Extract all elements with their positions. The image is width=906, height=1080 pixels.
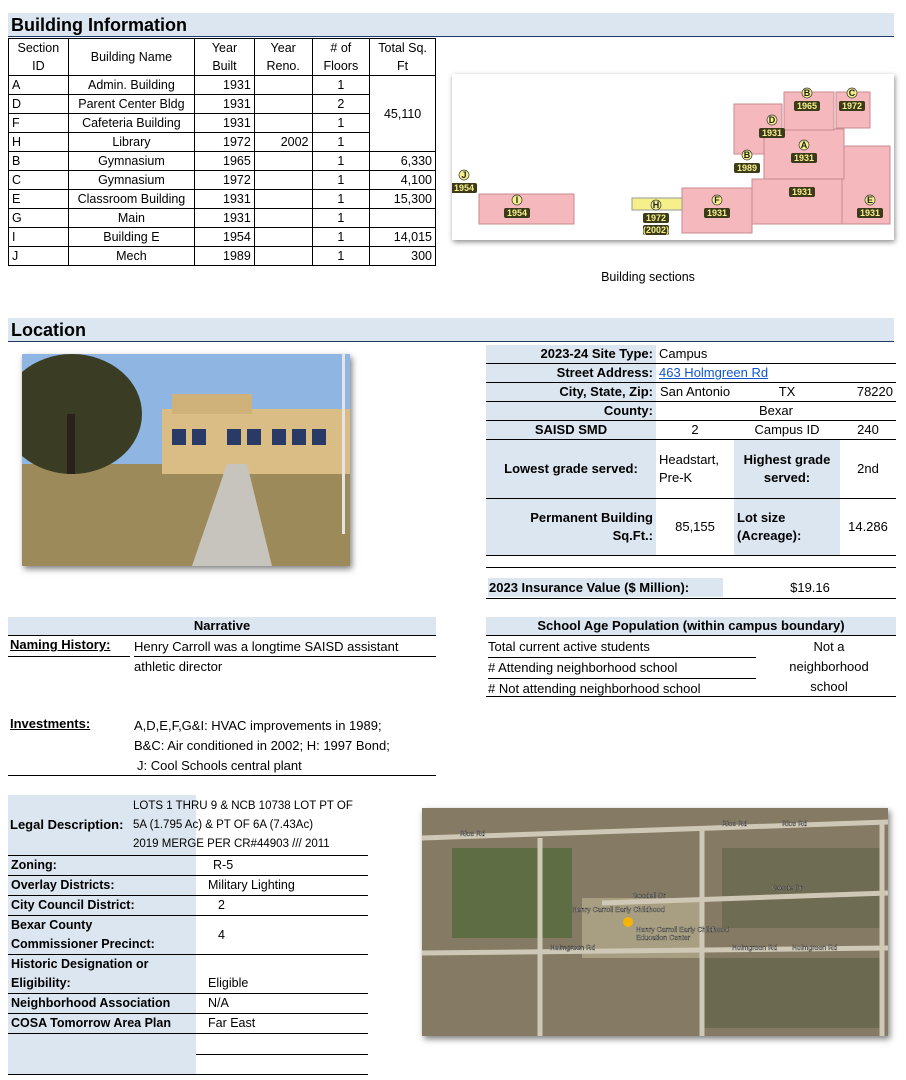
school-photo	[22, 354, 350, 566]
legal-line-1: LOTS 1 THRU 9 & NCB 10738 LOT PT OF	[133, 800, 353, 812]
school-age-rows	[488, 637, 758, 699]
building-sections-diagram	[452, 74, 894, 240]
cell-year-reno	[254, 171, 312, 190]
row-site-type	[486, 345, 896, 364]
cell-year-built: 1931	[195, 114, 255, 133]
naming-line-2: athletic director	[134, 659, 223, 674]
cell-year-built: 1931	[195, 209, 255, 228]
section-main-shape	[752, 179, 842, 224]
cell-building-name: Main	[68, 209, 194, 228]
row-zoning	[8, 856, 368, 876]
road-label-holmgreen-2: Holmgreen Rd	[732, 945, 778, 952]
naming-label-underline	[8, 656, 130, 657]
cell-year-built: 1972	[195, 171, 255, 190]
building-info-header: Building Information	[8, 13, 894, 37]
zip-value: 78220	[840, 383, 896, 402]
city-label: City, State, Zip:	[486, 383, 656, 402]
school-location-pin-icon	[623, 917, 633, 927]
campus-id-label: Campus ID	[734, 421, 840, 440]
row-city	[486, 383, 896, 402]
cell-floors: 1	[312, 247, 370, 266]
sections-caption: Building sections	[601, 270, 695, 284]
cell-building-name: Admin. Building	[68, 76, 194, 95]
overlay-label: Overlay Districts:	[8, 876, 196, 896]
school-age-value-2: neighborhood	[789, 659, 869, 674]
smd-value: 2	[656, 421, 734, 440]
cell-total-sqft: 15,300	[370, 190, 436, 209]
table-row	[9, 209, 436, 228]
row-empty-1	[8, 1034, 368, 1055]
neighborhood-value: N/A	[196, 994, 368, 1014]
cell-floors: 1	[312, 114, 370, 133]
cell-section-id: B	[9, 152, 69, 171]
cell-year-built: 1931	[195, 76, 255, 95]
col-building-name: Building Name	[68, 39, 194, 76]
aerial-map	[422, 808, 888, 1036]
road-label-holmgreen-1: Holmgreen Rd	[550, 945, 596, 952]
naming-line-1: Henry Carroll was a longtime SAISD assistant	[134, 639, 399, 654]
cell-total-sqft: 6,330	[370, 152, 436, 171]
school-age-total: Total current active students	[488, 637, 756, 658]
section-year-label: 1931	[791, 187, 813, 197]
row-historic	[8, 955, 368, 994]
col-floors: # of Floors	[312, 39, 370, 76]
row-smd	[486, 421, 896, 440]
lowest-grade-label: Lowest grade served:	[486, 440, 656, 499]
legal-line-3: 2019 MERGE PER CR#44903 /// 2011	[133, 838, 330, 850]
road-label-holmgreen-3: Holmgreen Rd	[792, 945, 838, 952]
school-age-header: School Age Population (within campus boundary)	[486, 617, 896, 636]
road-label-goodell: Goodell Dr	[632, 893, 666, 900]
section-year-label: 1931	[793, 153, 815, 163]
cell-building-name: Gymnasium	[68, 152, 194, 171]
neighborhood-label: Neighborhood Association	[8, 994, 196, 1014]
cell-year-reno	[254, 95, 312, 114]
section-marker-letter: B	[803, 88, 811, 98]
table-row	[9, 152, 436, 171]
location-header: Location	[8, 318, 894, 342]
col-year-built: Year Built	[195, 39, 255, 76]
cell-section-id: J	[9, 247, 69, 266]
row-street	[486, 364, 896, 383]
historic-value: Eligible	[196, 955, 368, 994]
state-value: TX	[734, 383, 840, 402]
school-age-attending: # Attending neighborhood school	[488, 658, 756, 679]
school-age-value-3: school	[810, 679, 848, 694]
legal-description-text	[133, 797, 353, 854]
zoning-label: Zoning:	[8, 856, 196, 876]
col-section-id: Section ID	[9, 39, 69, 76]
row-bexar	[8, 916, 368, 955]
table-row	[9, 171, 436, 190]
row-cosa	[8, 1014, 368, 1034]
row-perm	[486, 499, 896, 556]
cell-year-reno	[254, 76, 312, 95]
naming-history-text	[134, 637, 398, 677]
investments-line-3: J: Cool Schools central plant	[137, 758, 302, 773]
col-total-sqft: Total Sq. Ft	[370, 39, 436, 76]
row-overlay	[8, 876, 368, 896]
cell-total-sqft: 300	[370, 247, 436, 266]
row-council	[8, 896, 368, 916]
investments-text	[134, 716, 390, 776]
cell-year-reno	[254, 190, 312, 209]
bexar-label-1: Bexar County	[11, 918, 93, 932]
legal-line-2: 5A (1.795 Ac) & PT OF 6A (7.43Ac)	[133, 819, 314, 831]
cell-building-name: Building E	[68, 228, 194, 247]
sections-svg	[452, 74, 894, 240]
section-year-label: 1931	[706, 208, 728, 218]
col-year-reno: Year Reno.	[254, 39, 312, 76]
section-marker-letter: I	[515, 195, 519, 205]
council-label: City Council District:	[8, 896, 196, 916]
historic-label-1: Historic Designation or	[11, 957, 149, 971]
section-marker-letter: B	[743, 150, 751, 160]
cell-year-reno	[254, 114, 312, 133]
school-label-2: Henry Carroll Early Childhood	[636, 927, 729, 934]
county-label: County:	[486, 402, 656, 421]
historic-label	[8, 955, 196, 994]
table-row	[9, 247, 436, 266]
cell-year-built: 1954	[195, 228, 255, 247]
table-row	[9, 190, 436, 209]
insurance-row	[486, 567, 896, 599]
section-marker-letter: A	[800, 140, 808, 150]
investments-label: Investments:	[10, 716, 91, 731]
section-year-label: 1954	[453, 183, 475, 193]
section-marker-letter: H	[652, 200, 660, 210]
cell-total-sqft	[370, 209, 436, 228]
bexar-label-2: Commissioner Precinct:	[11, 937, 155, 951]
cell-floors: 1	[312, 133, 370, 152]
zoning-value: R-5	[196, 856, 368, 876]
cell-floors: 1	[312, 171, 370, 190]
cell-building-name: Cafeteria Building	[68, 114, 194, 133]
section-marker-letter: C	[848, 88, 856, 98]
cell-section-id: E	[9, 190, 69, 209]
building-table	[8, 38, 436, 266]
cell-section-id: A	[9, 76, 69, 95]
school-age-value	[762, 637, 896, 697]
cell-section-id: D	[9, 95, 69, 114]
location-table	[486, 345, 896, 556]
campus-id-value: 240	[840, 421, 896, 440]
cell-section-id: C	[9, 171, 69, 190]
cell-floors: 1	[312, 152, 370, 171]
section-year-label: 1972	[841, 101, 863, 111]
road-label-rice-3: Rice Rd	[782, 821, 807, 828]
cell-section-id: H	[9, 133, 69, 152]
street-address-link[interactable]: 463 Holmgreen Rd	[659, 365, 769, 380]
section-year-label: 1972	[645, 213, 667, 223]
table-row	[9, 228, 436, 247]
school-age-value-1: Not a	[813, 639, 845, 654]
aerial-map-svg	[422, 808, 888, 1036]
cell-section-id: I	[9, 228, 69, 247]
street-label: Street Address:	[486, 364, 656, 383]
lot-size-value: 14.286	[840, 499, 896, 556]
naming-history-label: Naming History:	[10, 637, 111, 652]
cell-floors: 1	[312, 209, 370, 228]
cell-section-id: G	[9, 209, 69, 228]
cell-year-reno	[254, 228, 312, 247]
section-year-label: 1989	[736, 163, 758, 173]
legal-description-label: Legal Description:	[10, 817, 124, 832]
legal-table	[8, 856, 368, 1075]
historic-label-2: Eligibility:	[11, 976, 71, 990]
cell-year-reno: 2002	[254, 133, 312, 152]
section-year-label: 1931	[859, 208, 881, 218]
bexar-label	[8, 916, 196, 955]
city-value: San Antonio	[656, 383, 734, 402]
investments-line-1: A,D,E,F,G&I: HVAC improvements in 1989;	[134, 718, 382, 733]
cell-building-name: Parent Center Bldg	[68, 95, 194, 114]
cell-year-reno	[254, 247, 312, 266]
cell-building-name: Classroom Building	[68, 190, 194, 209]
table-header-row	[9, 39, 436, 76]
cell-year-reno	[254, 209, 312, 228]
cell-year-built: 1931	[195, 190, 255, 209]
cell-year-built: 1989	[195, 247, 255, 266]
cell-building-name: Gymnasium	[68, 171, 194, 190]
cell-year-built: 1972	[195, 133, 255, 152]
investments-line-2: B&C: Air conditioned in 2002; H: 1997 Bond;	[134, 738, 390, 753]
cell-floors: 1	[312, 76, 370, 95]
highest-grade-value: 2nd	[840, 440, 896, 499]
section-marker-letter: E	[866, 195, 874, 205]
cosa-value: Far East	[196, 1014, 368, 1034]
naming-underline	[134, 656, 436, 657]
cell-year-built: 1931	[195, 95, 255, 114]
table-row	[9, 76, 436, 95]
highest-grade-label: Highest grade served:	[734, 440, 840, 499]
cell-merged-sqft: 45,110	[370, 76, 436, 152]
site-type-value: Campus	[656, 345, 896, 364]
investments-underline	[8, 775, 436, 776]
road-label-rice-2: Rice Rd	[722, 821, 747, 828]
section-marker-letter: F	[714, 195, 720, 205]
council-value: 2	[196, 896, 368, 916]
lot-size-label: Lot size (Acreage):	[734, 499, 840, 556]
overlay-value: Military Lighting	[196, 876, 368, 896]
perm-sqft-label: Permanent Building Sq.Ft.:	[486, 499, 656, 556]
lowest-grade-value: Headstart, Pre-K	[656, 440, 734, 499]
cell-floors: 1	[312, 190, 370, 209]
section-marker-letter: J	[461, 170, 467, 180]
site-type-label: 2023-24 Site Type:	[486, 345, 656, 364]
row-county	[486, 402, 896, 421]
section-year-label: (2002)	[642, 225, 670, 235]
narrative-header: Narrative	[8, 617, 436, 636]
school-age-not-attending: # Not attending neighborhood school	[488, 681, 701, 696]
row-neighborhood	[8, 994, 368, 1014]
cell-building-name: Mech	[68, 247, 194, 266]
cell-total-sqft: 4,100	[370, 171, 436, 190]
cell-section-id: F	[9, 114, 69, 133]
cell-total-sqft: 14,015	[370, 228, 436, 247]
insurance-label: 2023 Insurance Value ($ Million):	[488, 578, 723, 597]
row-empty-2	[8, 1054, 368, 1075]
smd-label: SAISD SMD	[486, 421, 656, 440]
county-value: Bexar	[656, 402, 896, 421]
insurance-value: $19.16	[790, 580, 830, 595]
bexar-value: 4	[196, 916, 368, 955]
school-photo-svg	[22, 354, 350, 566]
section-year-label: 1931	[761, 128, 783, 138]
section-year-label: 1954	[506, 208, 528, 218]
cell-year-built: 1965	[195, 152, 255, 171]
section-marker-letter: D	[768, 115, 776, 125]
perm-sqft-value: 85,155	[656, 499, 734, 556]
road-label-rice-1: Rice Rd	[460, 831, 485, 838]
cell-floors: 1	[312, 228, 370, 247]
row-grades	[486, 440, 896, 499]
school-label-1: Henry Carroll Early Childhood	[572, 907, 665, 914]
section-year-label: 1965	[796, 101, 818, 111]
cell-building-name: Library	[68, 133, 194, 152]
cell-floors: 2	[312, 95, 370, 114]
road-label-goode: Goode Dr	[772, 885, 803, 892]
cell-year-reno	[254, 152, 312, 171]
cosa-label: COSA Tomorrow Area Plan	[8, 1014, 196, 1034]
school-label-3: Education Center	[636, 935, 691, 942]
